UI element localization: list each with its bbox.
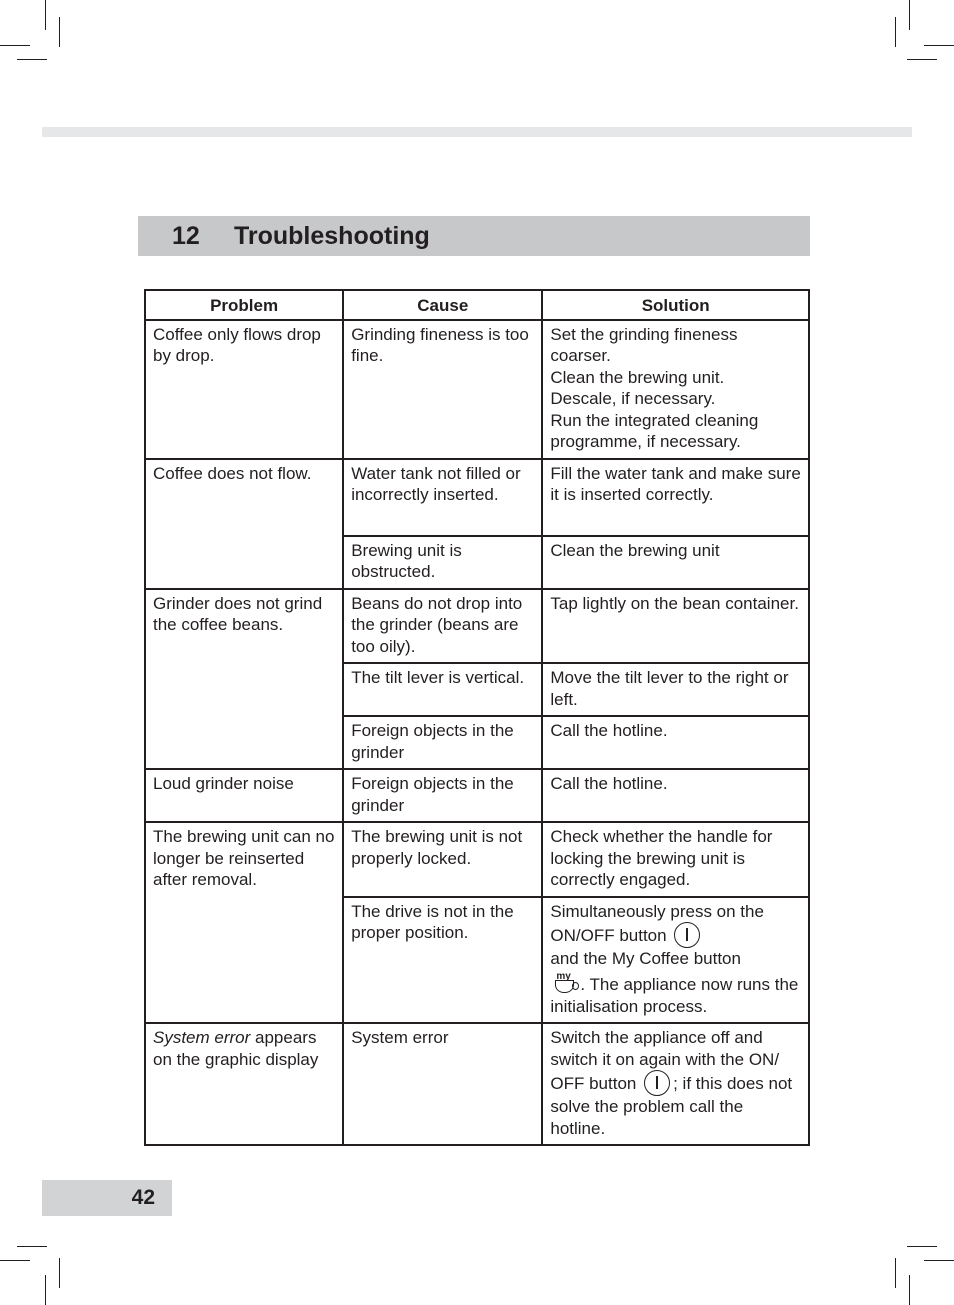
solution-line: Clean the brewing unit.: [550, 367, 725, 387]
section-heading: [138, 216, 810, 256]
solution-cell: Clean the brewing unit: [542, 536, 809, 589]
cause-cell: System error: [343, 1023, 542, 1145]
crop-mark: [59, 1258, 60, 1288]
crop-mark: [17, 59, 47, 60]
crop-mark: [909, 1275, 910, 1305]
cause-cell: The drive is not in the proper position.: [343, 897, 542, 1024]
my-coffee-button-icon: [550, 970, 580, 996]
column-header-problem: Problem: [145, 290, 343, 320]
problem-cell: Coffee does not flow.: [145, 459, 343, 589]
column-header-solution: Solution: [542, 290, 809, 320]
crop-mark: [907, 1246, 937, 1247]
crop-mark: [924, 1260, 954, 1261]
column-header-cause: Cause: [343, 290, 542, 320]
solution-line: Descale, if necessary.: [550, 389, 716, 408]
crop-mark: [0, 1260, 30, 1261]
solution-text: . The appliance now runs the initialisation process.: [550, 974, 799, 1016]
problem-italic-text: System error: [153, 1028, 251, 1047]
solution-text: Simultaneously press on the ON/OFF button: [550, 901, 764, 945]
crop-mark: [45, 0, 46, 30]
crop-mark: [0, 45, 30, 46]
problem-text: appears on the graphic display: [153, 1028, 319, 1069]
cause-cell: Grinding fineness is too fine.: [343, 320, 542, 459]
cause-cell: Foreign objects in the grinder: [343, 769, 542, 822]
page-number: 42: [131, 1186, 155, 1209]
cause-cell: Water tank not filled or incorrectly inserted.: [343, 459, 542, 536]
crop-mark: [924, 45, 954, 46]
crop-mark: [45, 1275, 46, 1305]
cause-cell: Foreign objects in the grinder: [343, 716, 542, 769]
solution-text: and the My Coffee button: [550, 949, 741, 968]
solution-cell: [542, 897, 809, 1024]
table-row: [145, 1023, 809, 1145]
problem-cell: [145, 1023, 343, 1145]
crop-mark: [17, 1246, 47, 1247]
power-button-icon: [674, 922, 700, 948]
solution-line: Run the integrated cleaning programme, if necessary.: [550, 410, 759, 451]
solution-cell: [542, 320, 809, 459]
crop-mark: [907, 59, 937, 60]
table-row: [145, 769, 809, 822]
cause-cell: Beans do not drop into the grinder (beans are too oily).: [343, 589, 542, 664]
solution-cell: Move the tilt lever to the right or left.: [542, 663, 809, 716]
section-title: Troubleshooting: [234, 221, 430, 250]
table-row: [145, 822, 809, 897]
table-header-row: [145, 290, 809, 320]
solution-cell: Call the hotline.: [542, 716, 809, 769]
problem-cell: Grinder does not grind the coffee beans.: [145, 589, 343, 770]
cause-cell: Brewing unit is obstructed.: [343, 536, 542, 589]
solution-line: Set the grinding fineness coarser.: [550, 324, 738, 365]
section-number: 12: [172, 221, 200, 250]
solution-text: Switch the appliance off and switch it on again with the ON/ OFF button: [550, 1028, 780, 1093]
problem-cell: Coffee only flows drop by drop.: [145, 320, 343, 459]
solution-cell: [542, 1023, 809, 1145]
solution-cell: Tap lightly on the bean container.: [542, 589, 809, 664]
table-row: [145, 459, 809, 536]
cause-cell: The tilt lever is vertical.: [343, 663, 542, 716]
problem-cell: Loud grinder noise: [145, 769, 343, 822]
cup-handle-icon: [572, 982, 579, 990]
header-band: [42, 127, 912, 137]
page-number-box: [42, 1180, 172, 1216]
solution-cell: Fill the water tank and make sure it is inserted correctly.: [542, 459, 809, 536]
crop-mark: [59, 17, 60, 47]
problem-cell: The brewing unit can no longer be reinserted after removal.: [145, 822, 343, 1023]
power-button-icon: [644, 1070, 670, 1096]
crop-mark: [895, 1258, 896, 1288]
cause-cell: The brewing unit is not properly locked.: [343, 822, 542, 897]
my-coffee-icon-label: my: [556, 970, 571, 982]
table-row: [145, 320, 809, 459]
crop-mark: [895, 17, 896, 47]
solution-text: ; if this does not solve the problem call the hotline.: [550, 1074, 793, 1138]
crop-mark: [909, 0, 910, 30]
table-row: [145, 589, 809, 664]
solution-cell: Check whether the handle for locking the brewing unit is correctly engaged.: [542, 822, 809, 897]
solution-cell: Call the hotline.: [542, 769, 809, 822]
troubleshooting-table: [144, 289, 810, 1146]
